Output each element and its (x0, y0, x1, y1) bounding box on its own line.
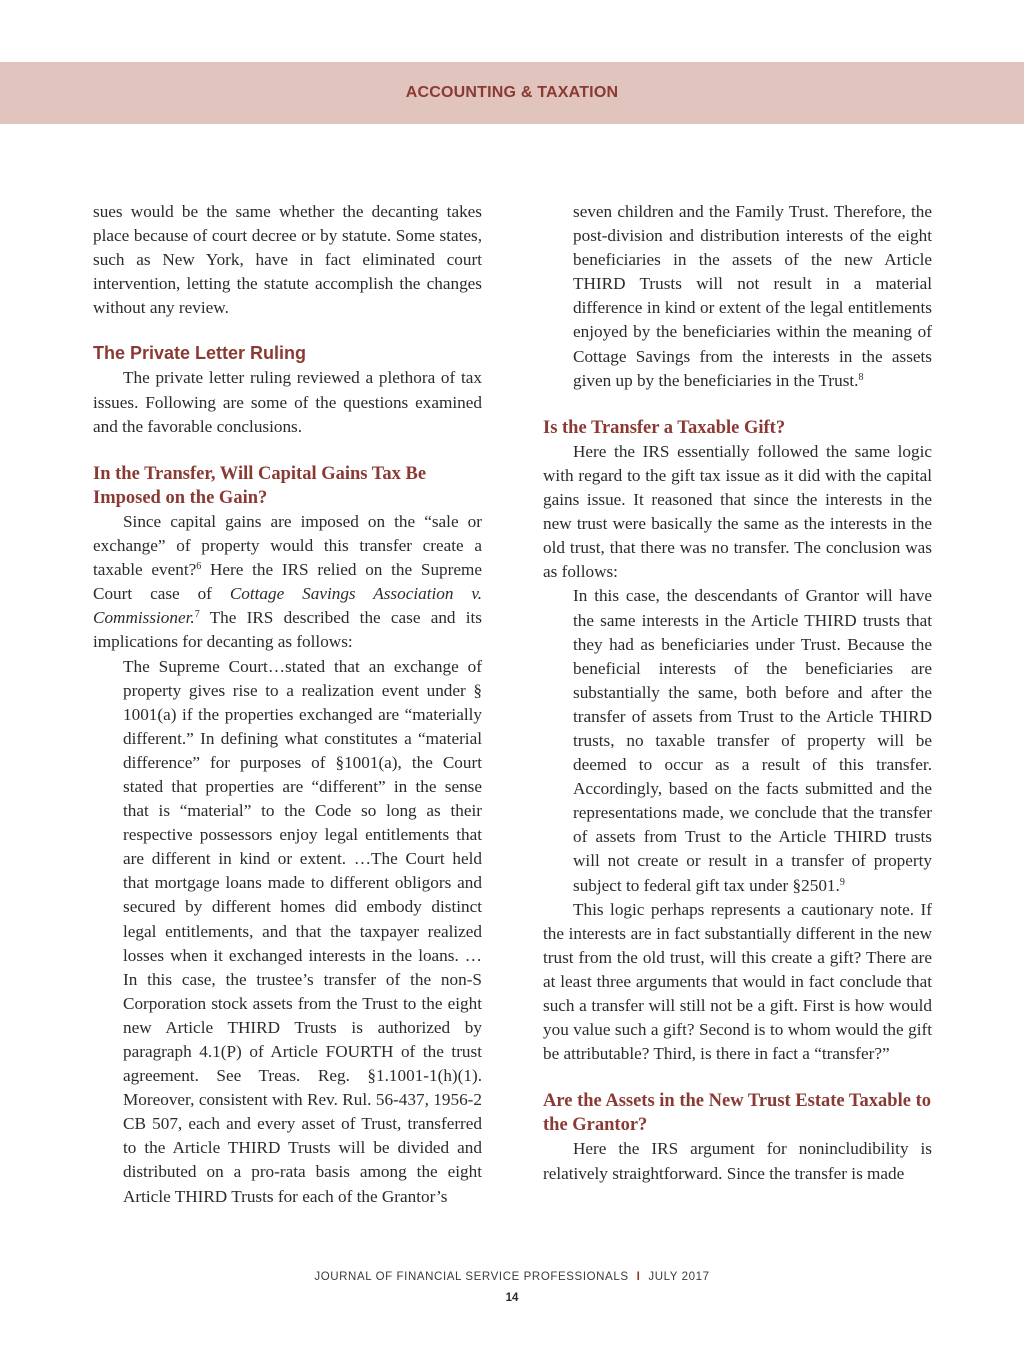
paragraph: sues would be the same whether the decanting takes place because of court decree or by statute. Some states, such as New York, have in fact eliminated court intervention, letting the statute accomplish the changes without any review. (93, 202, 482, 318)
section-heading: The Private Letter Ruling (93, 343, 307, 364)
paragraph: Since capital gains are imposed on the “sale or exchange” of property would this transfer create a taxable event?$^6$ Here the IRS relied on the Supreme Court case of Cottage Savings Association v. Commissioner.$^7$ The IRS described the case and its implications for decanting as follows: (93, 511, 483, 652)
section-title: ACCOUNTING & TAXATION (405, 84, 619, 101)
footnote-ref: 9 (839, 876, 845, 888)
paragraph: Here the IRS argument for nonincludibility is relatively straightforward. Since the transfer is made (543, 1139, 932, 1183)
paragraph: Here the IRS essentially followed the same logic with regard to the gift tax issue as it did with the capital gains issue. It reasoned that since the interests in the new trust were basically the same as the interests in the old trust, that there was no transfer. The conclusion was as follows: (543, 441, 932, 582)
page-footer (0, 1271, 1024, 1283)
footnote-ref: 8 (858, 371, 864, 383)
block-quote: seven children and the Family Trust. Therefore, the post-division and distribution interests of the eight beneficiaries in the assets of the new Article THIRD Trusts will not result in a material difference in kind or extent of the legal entitlements enjoyed by the beneficiaries within the meaning of Cottage Savings from the interests in the assets given up by the beneficiaries in the Trust.$^8$ (573, 202, 932, 390)
paragraph: The private letter ruling reviewed a plethora of tax issues. Following are some of the questions examined and the favorable conclusions. (93, 368, 482, 436)
page-number: 14 (505, 1292, 519, 1304)
block-quote: In this case, the descendants of Grantor will have the same interests in the Article THIRD trusts that they had as beneficiaries under Trust. Because the beneficial interests of the beneficiaries are substantially the same, both before and after the transfer of assets from Trust to the Article THIRD trusts, no taxable transfer of property will be deemed to occur as a result of this transfer. Accordingly, based on the facts submitted and the representations made, we conclude that the transfer of assets from Trust to the Article THIRD trusts will not create or result in a transfer of property subject to federal gift tax under §2501.$^9$ (573, 586, 932, 895)
case-name: Cottage Savings Association v. Commissioner. (93, 584, 483, 628)
right-column (543, 200, 932, 1186)
issue-date: JULY 2017 (648, 1271, 710, 1283)
left-column (93, 200, 482, 1209)
journal-name: JOURNAL OF FINANCIAL SERVICE PROFESSIONALS (314, 1271, 629, 1283)
block-quote: The Supreme Court…stated that an exchange of property gives rise to a realization event under § 1001(a) if the properties exchanged are “materially different.” In defining what constitutes a “material difference” for purposes of §1001(a), the Court stated that properties are “different” in the sense that is “material” to the Code so long as their respective possessors enjoy legal entitlements that are different in kind or extent. …The Court held that mortgage loans made to different obligors and secured by different homes did embody distinct legal entitlements, and that the taxpayer realized losses when it exchanged interests in the loans. …In this case, the trustee’s transfer of the non-S Corporation stock assets from the Trust to the eight new Article THIRD Trusts is authorized by paragraph 4.1(P) of Article FOURTH of the trust agreement. See Treas. Reg. §1.1001-1(h)(1). Moreover, consistent with Rev. Rul. 56-437, 1956-2 CB 507, each and every asset of Trust, transferred to the Article THIRD Trusts will be divided and distributed on a pro-rata basis among the eight Article THIRD Trusts for each of the Grantor’s (123, 656, 482, 1206)
subsection-heading: In the Transfer, Will Capital Gains Tax Be Imposed on the Gain? (93, 463, 427, 508)
paragraph: This logic perhaps represents a cautionary note. If the interests are in fact substantially different in the new trust from the old trust, will this create a gift? There are at least three arguments that would in fact conclude that such a transfer will still not be a gift. First is how would you value such a gift? Second is to whom would the gift be attributable? Third, is there in fact a “transfer?” (543, 899, 932, 1064)
footer-separator: I (636, 1271, 641, 1283)
footnote-ref: 6 (196, 561, 202, 573)
subsection-heading: Is the Transfer a Taxable Gift? (543, 417, 786, 438)
subsection-heading: Are the Assets in the New Trust Estate Taxable to the Grantor? (543, 1091, 931, 1136)
section-header-band (0, 62, 1024, 124)
footnote-ref: 7 (194, 609, 200, 621)
